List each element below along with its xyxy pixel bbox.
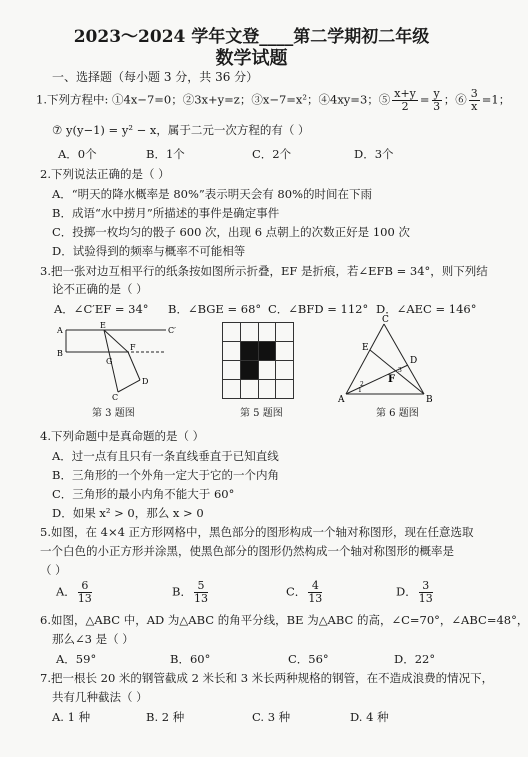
q5-d-den: 13	[418, 592, 433, 605]
grid-cell	[258, 380, 276, 399]
fig6-angle-2: 2	[360, 381, 364, 388]
fig3-label-a: A	[57, 326, 63, 335]
q5-option-c-frac	[308, 580, 322, 605]
fig3-label-g: G	[106, 357, 113, 366]
q1-frac2-num: y	[433, 87, 440, 100]
q7-line2: 共有几种截法（ ）	[52, 690, 148, 704]
q6-option-c[interactable]: C．56°	[288, 652, 329, 666]
q2-option-d[interactable]: D．试验得到的频率与概率不可能相等	[52, 244, 246, 258]
fig6-label-a: A	[338, 395, 345, 405]
q4-option-a[interactable]: A．过一点有且只有一条直线垂直于已知直线	[52, 449, 279, 463]
fig3-flap-right	[128, 352, 140, 380]
grid-cell	[240, 380, 258, 399]
fig6-angle-3: 3	[398, 367, 402, 374]
q5-option-d-label: D．	[396, 584, 417, 599]
q6-option-b[interactable]: B．60°	[170, 652, 211, 666]
q2-option-a[interactable]: A．“明天的降水概率是 80%”表示明天会有 80%的时间在下雨	[52, 187, 372, 201]
q5-d-num: 3	[419, 580, 433, 593]
fig3-label-e: E	[100, 321, 106, 330]
fig3-flap-end	[118, 380, 140, 392]
q1-option-d[interactable]: D．3个	[354, 147, 394, 161]
q5-b-den: 13	[193, 592, 208, 605]
fig6-label-b: B	[426, 395, 433, 405]
q5-option-d[interactable]	[396, 580, 435, 605]
grid-cell	[223, 361, 241, 380]
q6-line2: 那么∠3 是（ ）	[52, 632, 134, 646]
exam-subtitle: 数学试题	[215, 48, 288, 69]
fig3-label-c: C	[112, 393, 119, 402]
q1-option-a[interactable]: A．0个	[58, 147, 97, 161]
q5-a-den: 13	[77, 592, 92, 605]
q5-option-a-frac	[78, 580, 92, 605]
grid-cell	[258, 361, 276, 380]
grid-cell	[276, 380, 294, 399]
section-heading: 一、选择题（每小题 3 分，共 36 分）	[52, 70, 259, 84]
fig3-label-f: F	[130, 343, 136, 352]
q1-text: 1.下列方程中: ①4x−7=0；②3x+y=z；③x−7=x²；④4xy=3；⑤	[36, 92, 391, 107]
q1-option-c[interactable]: C．2个	[252, 147, 292, 161]
q3-stem: 3.把一张对边互相平行的纸条按如图所示折叠，EF 是折痕，若∠EFB = 34°，则下列结	[40, 264, 488, 278]
fig5-caption: 第 5 题图	[240, 408, 283, 419]
fig6-angle-1: 1	[358, 387, 362, 394]
grid-cell	[276, 342, 294, 361]
fig6-caption: 第 6 题图	[376, 408, 419, 419]
q1-frac1	[392, 88, 418, 113]
q3-option-a[interactable]: A．∠C′EF = 34°	[54, 302, 149, 316]
q5-option-b[interactable]	[172, 580, 210, 605]
q6-stem: 6.如图，△ABC 中，AD 为△ABC 的角平分线，BE 为△ABC 的高，∠C=70°，∠ABC=48°，	[40, 613, 528, 627]
fig3-caption: 第 3 题图	[92, 408, 135, 419]
q2-option-b[interactable]: B．成语“水中捞月”所描述的事件是确定事件	[52, 206, 280, 220]
q1-frac3	[469, 88, 480, 113]
fig3-label-d: D	[142, 377, 149, 386]
fig6-side-ac	[346, 324, 384, 394]
q1-option-b[interactable]: B．1个	[146, 147, 185, 161]
fig6-label-e: E	[362, 343, 369, 353]
q3-option-d[interactable]: D．∠AEC = 146°	[376, 302, 477, 316]
q1-frac2	[432, 88, 442, 113]
q4-stem: 4.下列命题中是真命题的是（ ）	[40, 429, 205, 443]
q7-option-d[interactable]: D. 4 种	[350, 710, 389, 724]
q1-line2: ⑦ y(y−1) = y² − x，属于二元一次方程的有（ ）	[52, 123, 310, 137]
grid-cell-black	[240, 342, 258, 361]
fig6-label-c: C	[382, 315, 389, 325]
grid-cell	[223, 323, 241, 342]
q7-option-b[interactable]: B. 2 种	[146, 710, 185, 724]
figure-3-folded-strip	[56, 322, 186, 402]
q1-sep: ；⑥	[443, 92, 467, 107]
grid-cell	[276, 361, 294, 380]
q1-frac3-num: 3	[470, 87, 478, 100]
figure-6-triangle	[338, 315, 434, 405]
q1-frac2-den: 3	[433, 100, 441, 113]
q7-stem: 7.把一根长 20 米的钢管截成 2 米长和 3 米长两种规格的钢管，在不造成浪费的情况下，	[40, 671, 494, 685]
grid-cell	[276, 323, 294, 342]
grid-cell	[223, 342, 241, 361]
q5-line3: （ ）	[40, 563, 67, 577]
q5-c-den: 13	[308, 592, 323, 605]
q1-frac3-den: x	[471, 100, 478, 113]
q3-option-c[interactable]: C．∠BFD = 112°	[268, 302, 369, 316]
grid-cell-black	[240, 361, 258, 380]
q5-option-d-frac	[419, 580, 433, 605]
q6-option-d[interactable]: D．22°	[394, 652, 436, 666]
q4-option-d[interactable]: D．如果 x² > 0，那么 x > 0	[52, 506, 204, 520]
q4-option-c[interactable]: C．三角形的最小内角不能大于 60°	[52, 487, 235, 501]
q5-option-c-label: C．	[286, 584, 307, 599]
q1-tail: =1；	[481, 92, 511, 107]
grid-cell	[258, 323, 276, 342]
q5-option-a-label: A．	[56, 584, 76, 599]
q5-b-num: 5	[194, 580, 208, 593]
q5-option-b-frac	[194, 580, 208, 605]
fig3-label-c-prime: C′	[168, 326, 176, 335]
q5-option-b-label: B．	[172, 584, 192, 599]
q4-option-b[interactable]: B．三角形的一个外角一定大于它的一个内角	[52, 468, 279, 482]
q2-option-c[interactable]: C．投掷一枚均匀的骰子 600 次，出现 6 点朝上的次数正好是 100 次	[52, 225, 410, 239]
q5-a-num: 6	[78, 580, 92, 593]
fig6-label-d: D	[410, 356, 418, 366]
q6-option-a[interactable]: A．59°	[56, 652, 97, 666]
grid-cell	[223, 380, 241, 399]
q3-line2: 论不正确的是（ ）	[52, 282, 148, 296]
fig3-label-b: B	[57, 349, 63, 358]
q5-line2: 一个白色的小正方形并涂黑，使黑色部分的图形仍然构成一个轴对称图形的概率是	[40, 544, 454, 558]
q7-option-c[interactable]: C. 3 种	[252, 710, 291, 724]
q5-c-num: 4	[308, 580, 322, 593]
grid-cell	[240, 323, 258, 342]
q5-stem: 5.如图，在 4×4 正方形网格中，黑色部分的图形构成一个轴对称图形，现在任意选取	[40, 525, 474, 539]
fig3-crease	[104, 330, 128, 352]
q5-option-a[interactable]	[56, 580, 94, 605]
q1-mid: =	[419, 92, 430, 107]
exam-title: 2023～2024 学年文登____第二学期初二年级	[73, 27, 430, 47]
q1-frac1-den: 2	[401, 100, 409, 113]
q7-option-a[interactable]: A. 1 种	[52, 710, 91, 724]
figure-5-grid	[222, 322, 294, 394]
fig6-label-f: F	[388, 374, 396, 385]
q2-stem: 2.下列说法正确的是（ ）	[40, 167, 170, 181]
q1-frac1-num: x+y	[394, 87, 416, 100]
q5-option-c[interactable]	[286, 580, 324, 605]
q1-stem	[36, 88, 510, 113]
q3-option-b[interactable]: B．∠BGE = 68°	[168, 302, 262, 316]
grid-cell-black	[258, 342, 276, 361]
